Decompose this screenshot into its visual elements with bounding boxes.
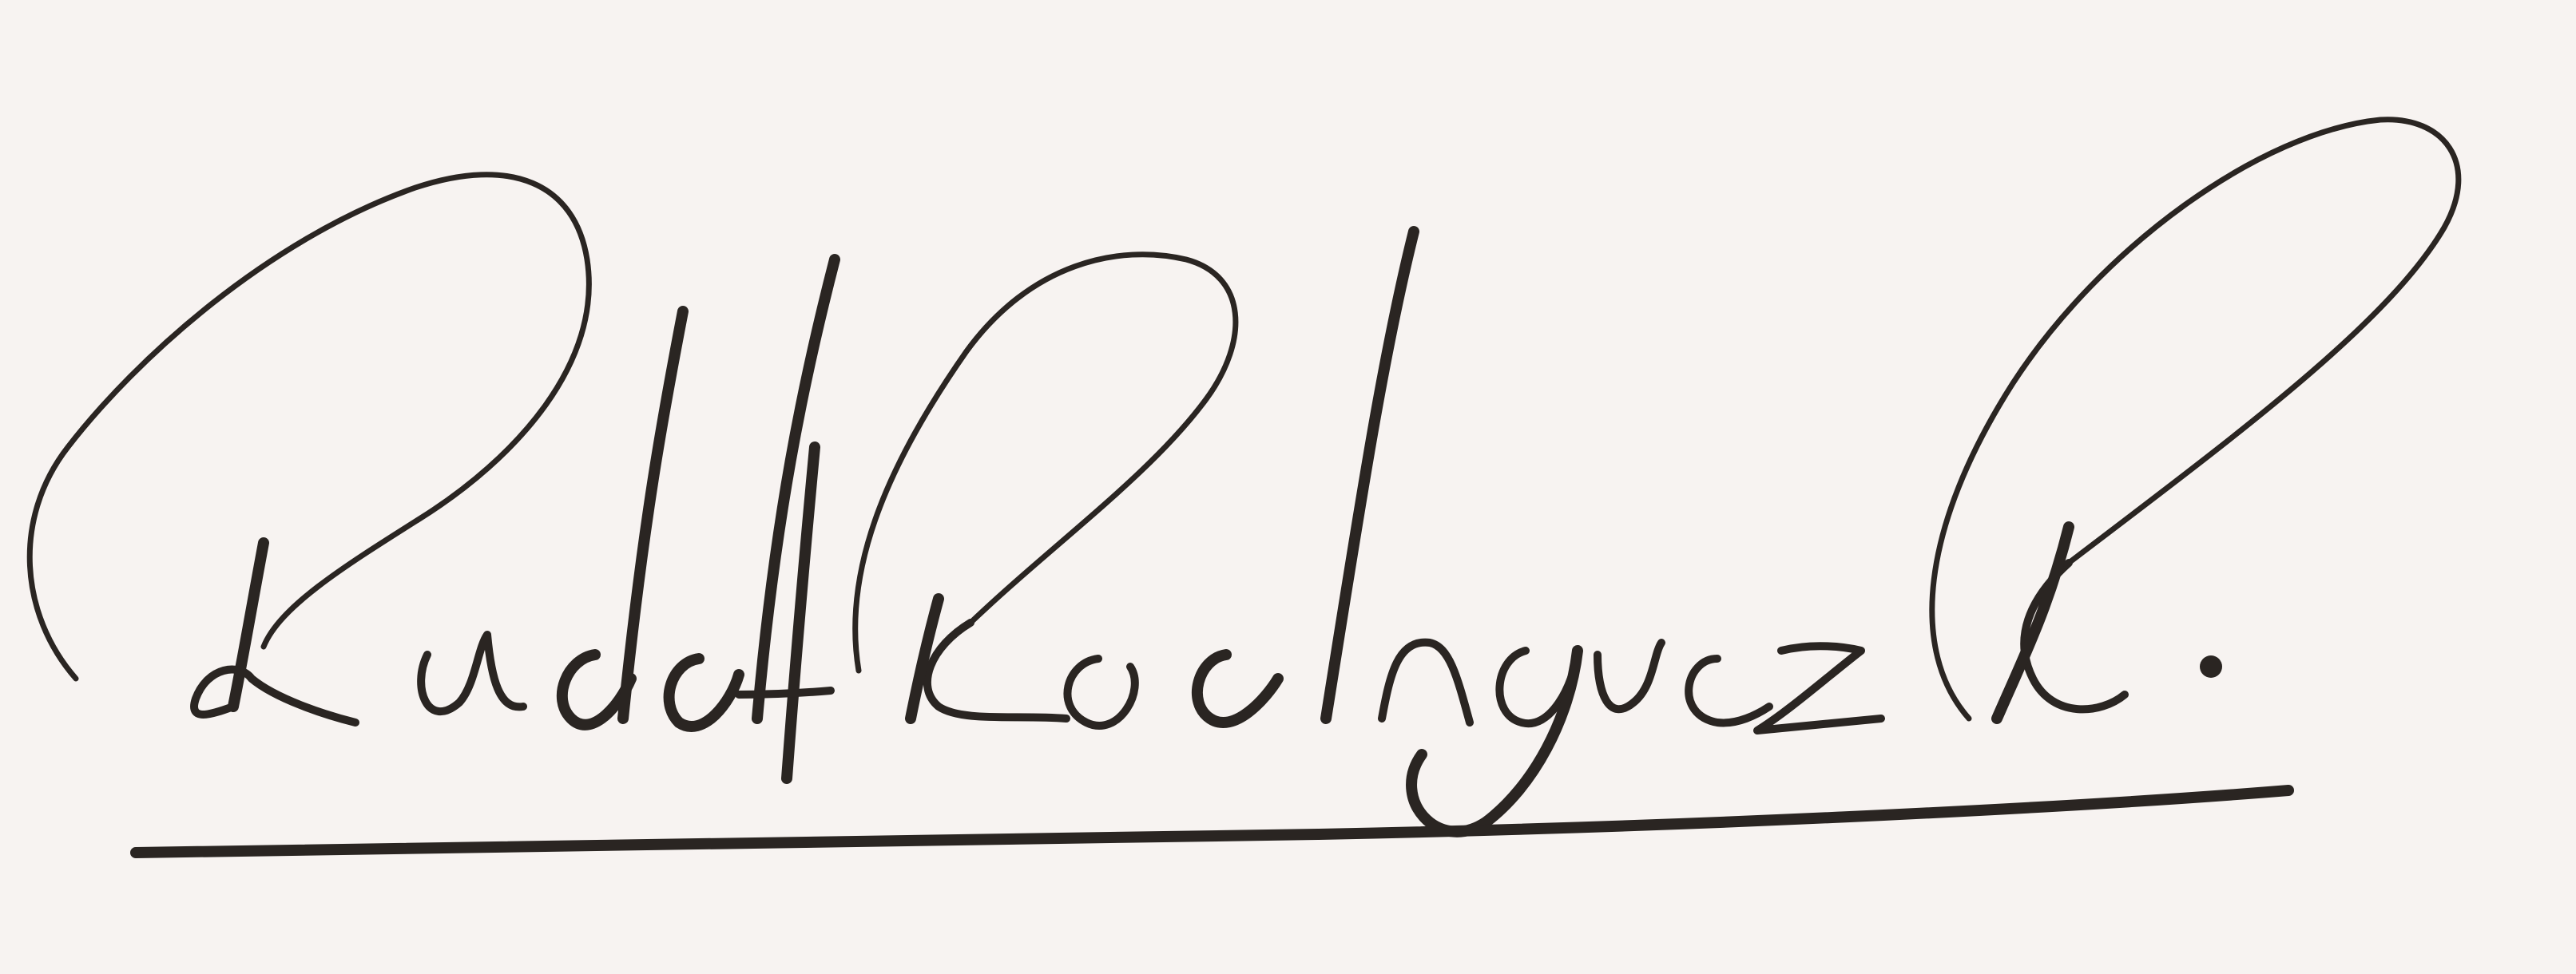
- signature-stroke-o: [1067, 659, 1134, 726]
- signature-stroke-f-bar: [739, 691, 831, 695]
- signature-stroke-e: [1689, 659, 1769, 723]
- signature-stroke-second-r-foot: [927, 623, 1066, 719]
- signature-stroke-second-d-bowl: [669, 659, 739, 727]
- signature-stroke-u: [421, 635, 523, 711]
- signature-underline: [136, 790, 2288, 853]
- signature-stroke-d-ascender: [1326, 232, 1414, 719]
- signature-stroke-final-r-foot: [2024, 563, 2125, 709]
- signature-stroke-first-d-ascender: [623, 311, 683, 719]
- signature-period-dot: [2200, 655, 2222, 678]
- signature-stroke-g-descender: [1411, 651, 1578, 832]
- signature-stroke-z: [1757, 646, 1881, 730]
- signature-stroke-u2: [1598, 643, 1661, 709]
- signature-stroke-second-r-loop: [855, 255, 1236, 671]
- signature-stroke-d-bowl: [1197, 655, 1278, 723]
- signature-stroke-i-n: [1382, 643, 1470, 723]
- signature-stroke-f-stem: [787, 447, 815, 778]
- signature-stroke-large-r-loop: [30, 175, 589, 679]
- signature-stroke-final-r-stem: [1997, 527, 2069, 719]
- signature-stroke-r-foot: [194, 670, 355, 723]
- signature-stroke-final-r-loop: [1932, 120, 2459, 719]
